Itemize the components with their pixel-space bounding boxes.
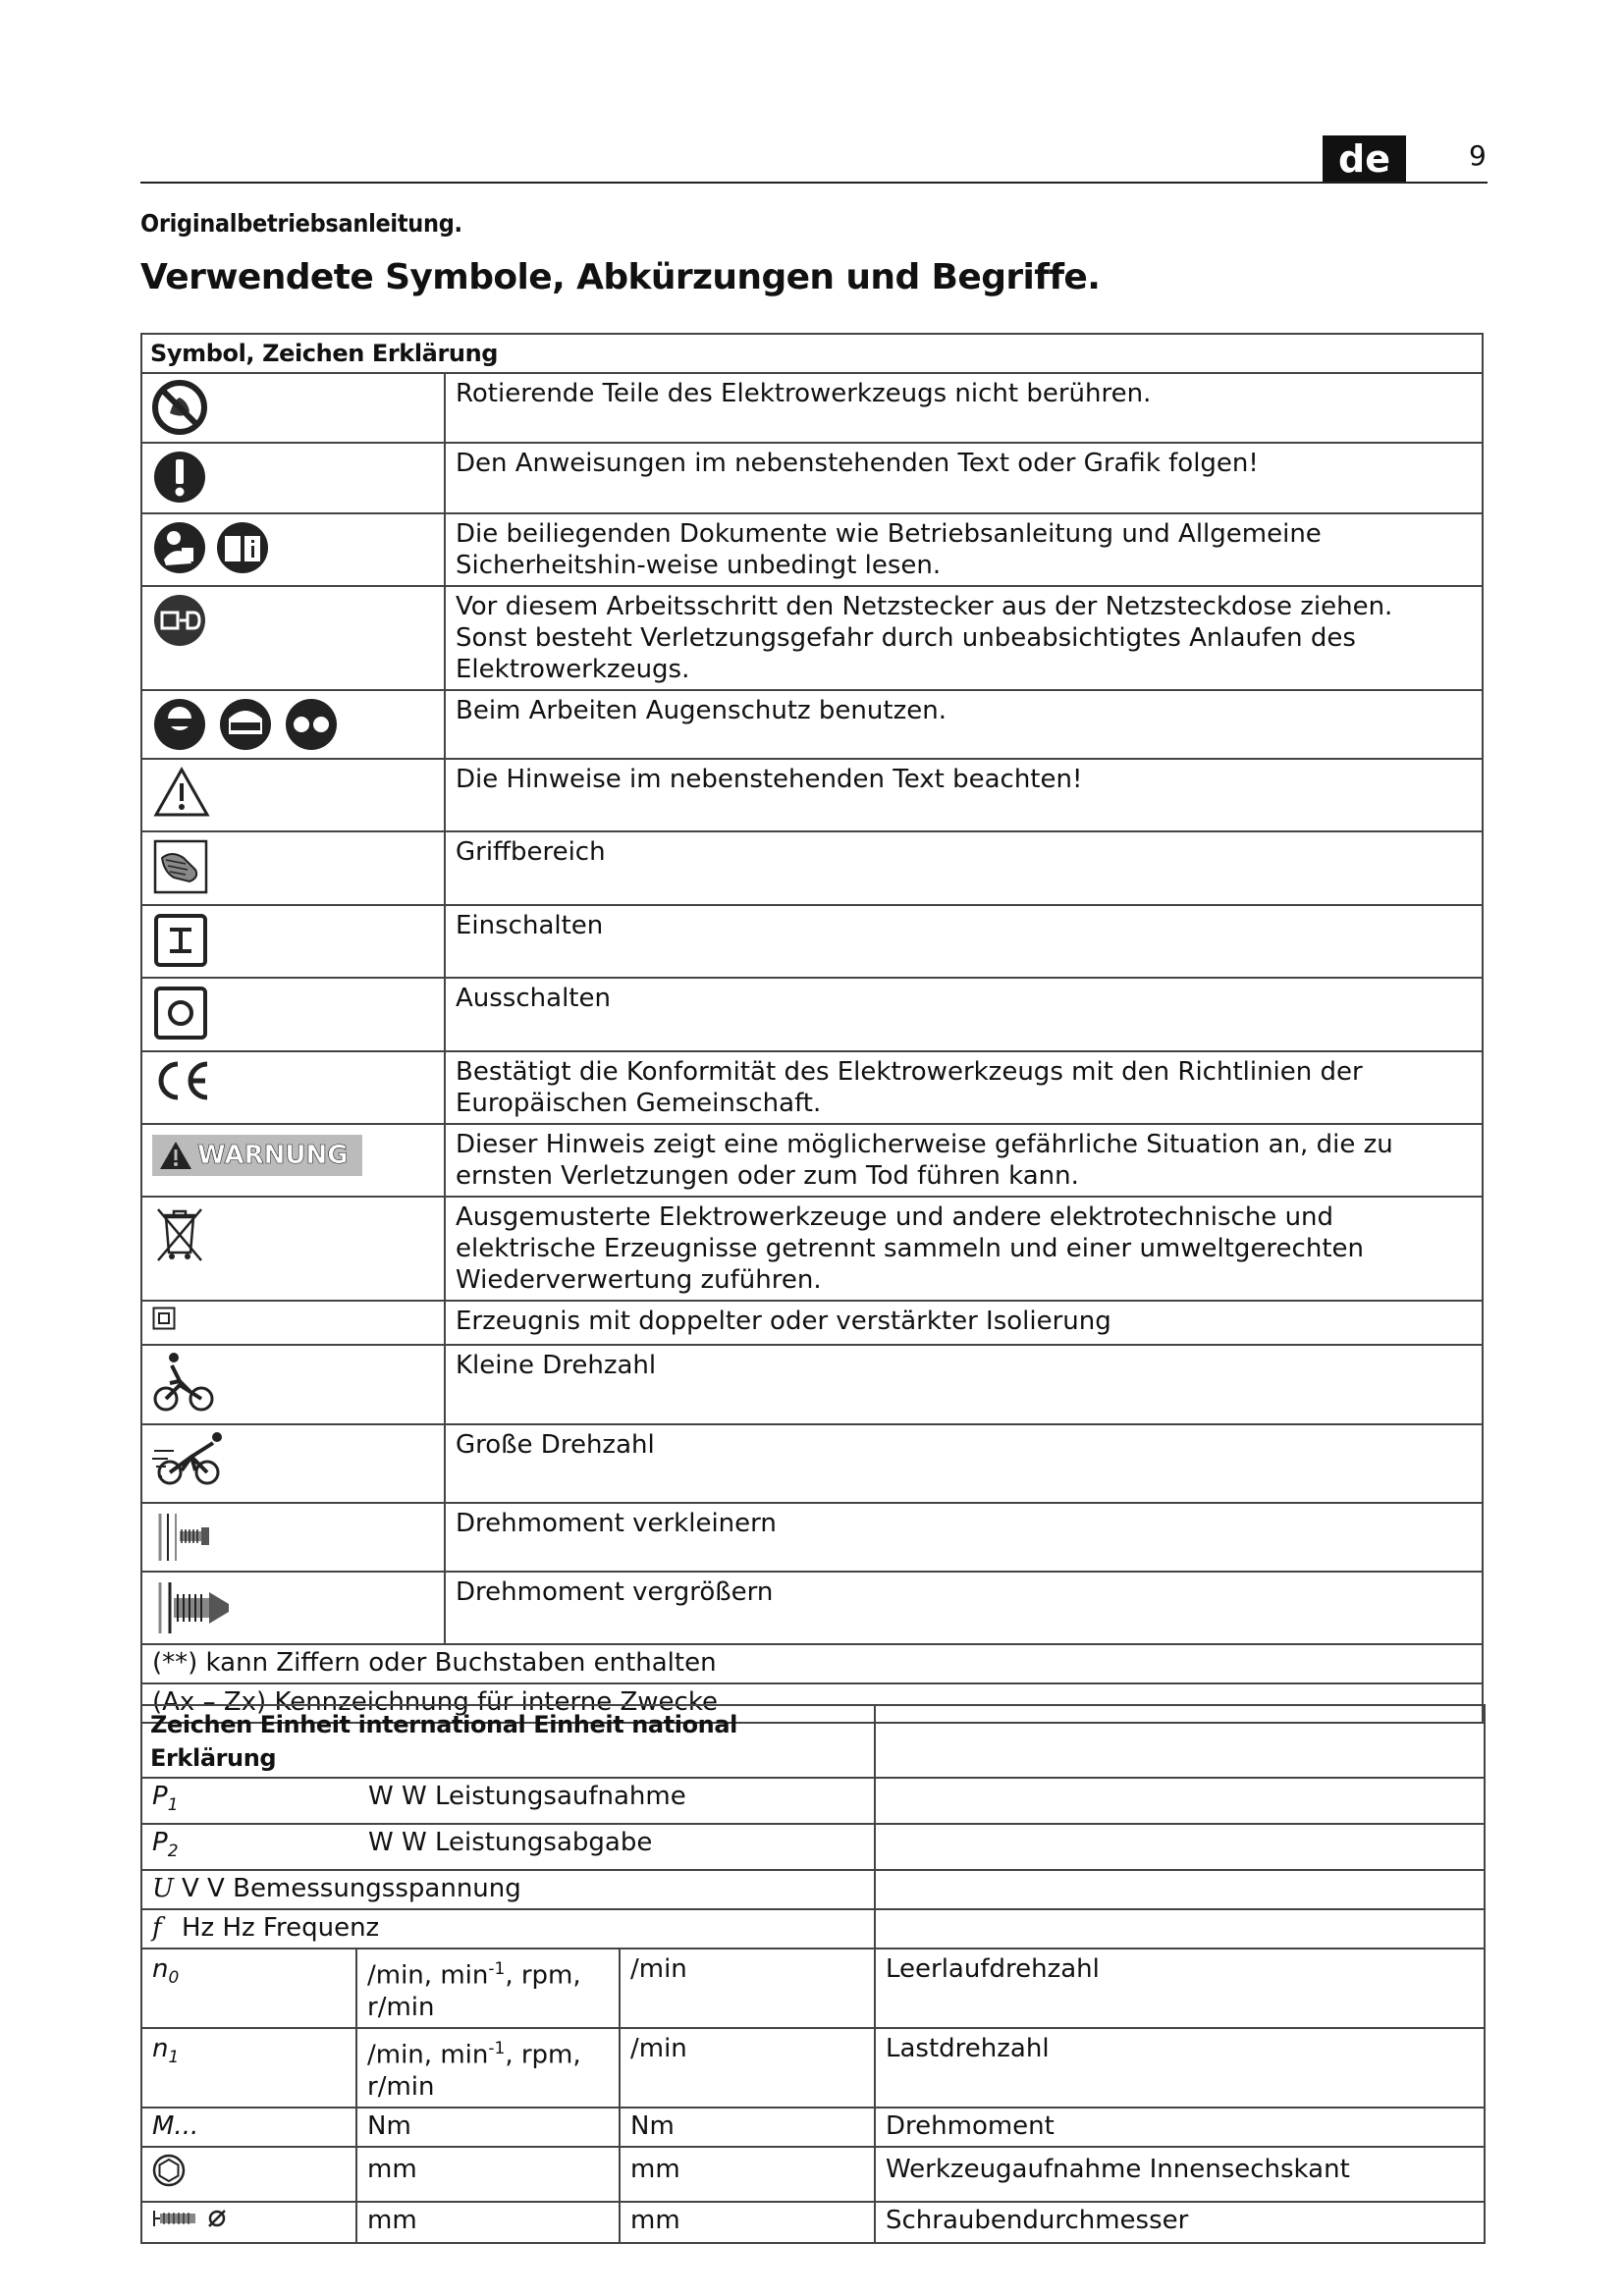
table-row: [141, 2108, 1485, 2147]
table-header-row: [141, 334, 1483, 373]
table-row: [141, 1949, 1485, 2028]
warning-triangle-icon: [152, 766, 211, 819]
unit-sign: U: [152, 1874, 174, 1904]
unit-meaning: Drehmoment: [875, 2108, 1485, 2147]
document-subtitle: Originalbetriebsanleitung.: [140, 209, 462, 238]
warning-label-triangle-icon: [158, 1140, 193, 1171]
unit-national: /min: [620, 1949, 875, 2028]
switch-on-icon: [152, 912, 209, 969]
list-item: Dieser Hinweis zeigt eine möglicherweise gefährliche Situation an, die zu ernsten Verletzungen oder zum Tod führen kann.: [445, 1124, 1483, 1197]
unit-meaning: Schraubendurchmesser: [875, 2202, 1485, 2243]
table-row: [141, 1197, 1483, 1301]
table-row: [141, 690, 1483, 759]
unit-meaning: Lastdrehzahl: [875, 2028, 1485, 2108]
list-item: Bestätigt die Konformität des Elektrowerkzeugs mit den Richtlinien der Europäischen Gemeinschaft.: [445, 1051, 1483, 1124]
unit-meaning: Leerlaufdrehzahl: [875, 1949, 1485, 2028]
symbols-table: [140, 333, 1484, 1724]
list-item: (**) kann Ziffern oder Buchstaben enthalten: [141, 1644, 1483, 1683]
table-row: [141, 1644, 1483, 1683]
list-item: Ausgemusterte Elektrowerkzeuge und andere elektrotechnische und elektrische Erzeugnisse getrennt sammeln und einer umweltgerechten Wiederverwertung zuführen.: [445, 1197, 1483, 1301]
list-item: (Ax – Zx) Kennzeichnung für interne Zwecke: [141, 1683, 1483, 1723]
table-row: [141, 759, 1483, 831]
unit-meaning: Werkzeugaufnahme Innensechskant: [875, 2147, 1485, 2202]
table-header: Zeichen Einheit international Einheit national Erklärung: [141, 1705, 875, 1778]
language-badge: de: [1323, 135, 1406, 183]
unit-national: Nm: [620, 2108, 875, 2147]
screw-diameter-icon: [152, 2207, 235, 2230]
mandatory-instruction-icon: [152, 450, 207, 505]
list-item: Drehmoment vergrößern: [445, 1572, 1483, 1644]
table-row: [141, 1345, 1483, 1424]
list-item: Die beiliegenden Dokumente wie Betriebsanleitung und Allgemeine Sicherheitshin-weise unbedingt lesen.: [445, 513, 1483, 586]
list-item: W W Leistungsabgabe: [368, 1828, 653, 1858]
table-row: [141, 1778, 1485, 1824]
unit-national: mm: [620, 2202, 875, 2243]
warning-label-text: WARNUNG: [197, 1141, 349, 1170]
unplug-icon: [152, 593, 207, 648]
torque-increase-icon: [152, 1578, 235, 1637]
unit-sign: $P_2$: [152, 1828, 179, 1862]
torque-decrease-icon: [152, 1510, 221, 1565]
table-row: [141, 513, 1483, 586]
unit-international: /min, $\min^{-1}$, rpm, r/min: [356, 1949, 620, 2028]
table-row: [141, 1424, 1483, 1503]
slow-speed-icon: [152, 1352, 217, 1415]
table-row: [141, 978, 1483, 1051]
table-row: [141, 2202, 1485, 2243]
unit-international: Nm: [356, 2108, 620, 2147]
unit-international: mm: [356, 2202, 620, 2243]
table-row: [141, 905, 1483, 978]
unit-sign: $P_1$: [152, 1782, 179, 1816]
hex-socket-icon: [152, 2154, 186, 2187]
unit-sign: $n_1$: [141, 2028, 356, 2108]
unit-international: /min, $\min^{-1}$, rpm, r/min: [356, 2028, 620, 2108]
list-item: Die Hinweise im nebenstehenden Text beachten!: [445, 759, 1483, 831]
list-item: Beim Arbeiten Augenschutz benutzen.: [445, 690, 1483, 759]
list-item: V V Bemessungsspannung: [182, 1874, 521, 1904]
table-row: [141, 2147, 1485, 2202]
fast-speed-icon: [152, 1431, 231, 1488]
unit-sign: M...: [141, 2108, 356, 2147]
list-item: Große Drehzahl: [445, 1424, 1483, 1503]
table-row: [141, 1870, 1485, 1909]
double-insulation-icon: [152, 1307, 176, 1330]
crossed-bin-icon: [152, 1203, 207, 1264]
unit-national: /min: [620, 2028, 875, 2108]
read-manual-icon: [152, 520, 275, 575]
table-row: [141, 1124, 1483, 1197]
table-row: [141, 1301, 1483, 1345]
table-row: [141, 1051, 1483, 1124]
header-rule: [140, 182, 1488, 184]
page-title: Verwendete Symbole, Abkürzungen und Begriffe.: [140, 257, 1101, 297]
list-item: Ausschalten: [445, 978, 1483, 1051]
warning-label-icon: [152, 1135, 362, 1176]
switch-off-icon: [152, 985, 209, 1041]
table-row: [141, 373, 1483, 443]
list-item: Hz Hz Frequenz: [182, 1913, 380, 1944]
unit-national: mm: [620, 2147, 875, 2202]
no-touch-rotating-parts-icon: [152, 380, 207, 435]
list-item: Kleine Drehzahl: [445, 1345, 1483, 1424]
list-item: W W Leistungsaufnahme: [368, 1782, 686, 1811]
page-number: 9: [1469, 139, 1487, 172]
eye-protection-icon: [152, 697, 339, 752]
table-row: [141, 1503, 1483, 1572]
list-item: Griffbereich: [445, 831, 1483, 905]
table-row: [141, 443, 1483, 513]
unit-sign: $n_0$: [141, 1949, 356, 2028]
table-row: [141, 1909, 1485, 1949]
table-header: Symbol, Zeichen Erklärung: [141, 334, 1483, 373]
list-item: Rotierende Teile des Elektrowerkzeugs nicht berühren.: [445, 373, 1483, 443]
table-row: [141, 1824, 1485, 1870]
table-row: [141, 1572, 1483, 1644]
table-row: [141, 586, 1483, 690]
unit-international: mm: [356, 2147, 620, 2202]
table-header-row: [141, 1705, 1485, 1778]
list-item: Den Anweisungen im nebenstehenden Text oder Grafik folgen!: [445, 443, 1483, 513]
list-item: Erzeugnis mit doppelter oder verstärkter Isolierung: [445, 1301, 1483, 1345]
list-item: Drehmoment verkleinern: [445, 1503, 1483, 1572]
unit-sign: f: [152, 1913, 162, 1944]
list-item: Einschalten: [445, 905, 1483, 978]
list-item: Vor diesem Arbeitsschritt den Netzstecker aus der Netzsteckdose ziehen. Sonst besteht Verletzungsgefahr durch unbeabsichtigtes Anlaufen des Elektrowerkzeugs.: [445, 586, 1483, 690]
ce-mark-icon: [152, 1058, 213, 1103]
units-table: [140, 1704, 1486, 2244]
table-row: [141, 2028, 1485, 2108]
table-row: [141, 831, 1483, 905]
grip-area-icon: [152, 838, 209, 895]
